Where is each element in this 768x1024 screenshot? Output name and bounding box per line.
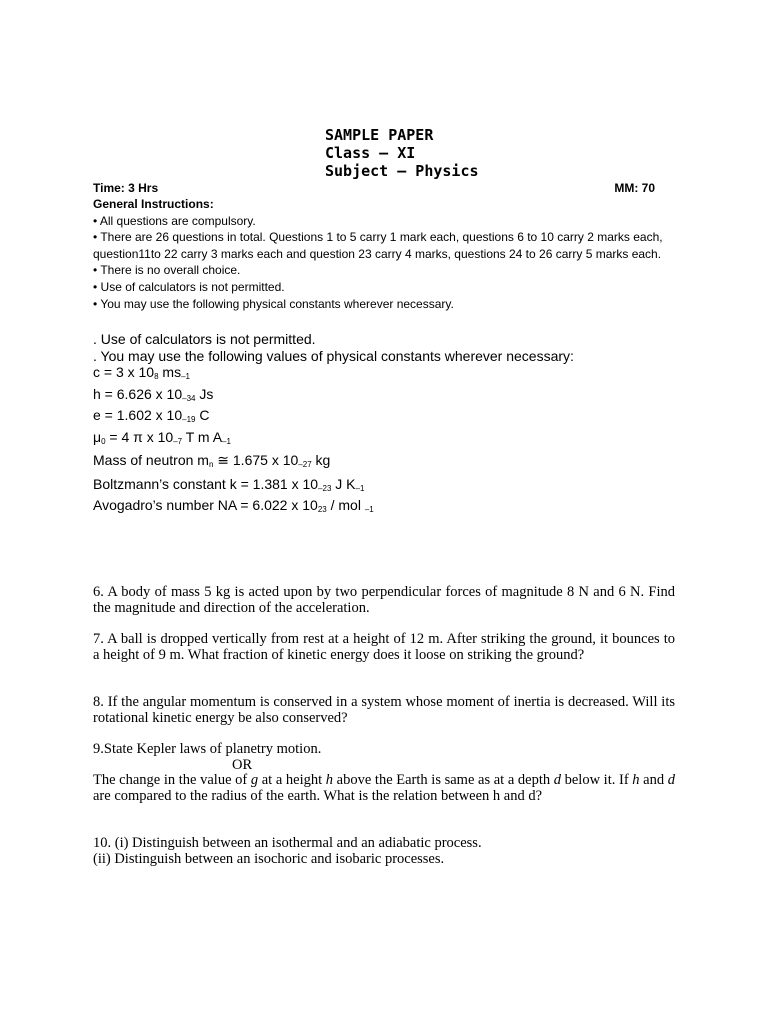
- question-10-part-ii: (ii) Distinguish between an isochoric and isobaric processes.: [93, 850, 445, 867]
- question-6: 6. A body of mass 5 kg is acted upon by two perpendicular forces of magnitude 8 N and 6 N. Find the magnitude and direction of the acceleration.: [93, 584, 675, 616]
- constant-neutron-mass: Mass of neutron $m_n$ ≅ 1.675 x $10_{-27}$ kg: [93, 452, 331, 469]
- instruction-item: • Use of calculators is not permitted.: [93, 279, 285, 294]
- constant-c: c = 3 x $10_8$ $ms_{-1}$: [93, 364, 191, 381]
- subject-line: Subject – Physics: [325, 162, 479, 180]
- constant-e: e = 1.602 x $10_{-19}$ C: [93, 407, 210, 424]
- question-9: [93, 742, 675, 804]
- class-line: Class – XI: [325, 144, 416, 162]
- max-marks-label: MM: 70: [614, 181, 655, 195]
- constant-boltzmann: Boltzmann’s constant k = 1.381 x $10_{-23}$ J $K_{-1}$: [93, 475, 365, 493]
- paper-header: [325, 126, 479, 180]
- instruction-item: • There are 26 questions in total. Questions 1 to 5 carry 1 mark each, questions 6 to 10 carry 2 marks each, question11to 22 carry 3 marks each and question 23 carry 4 marks, questions 24 to 26 carry 5 marks each.: [93, 230, 663, 261]
- paper-title: SAMPLE PAPER: [325, 126, 434, 144]
- constant-avogadro: Avogadro’s number NA = 6.022 x $10_{23}$ / mol $_{-1}$: [93, 497, 374, 514]
- instructions-block: [93, 196, 683, 312]
- question-8: 8. If the angular momentum is conserved in a system whose moment of inertia is decreased. Will its rotational kinetic energy be also conserved?: [93, 694, 675, 726]
- constants-block: [93, 331, 574, 519]
- constant-h: h = 6.626 x $10_{-34}$ Js: [93, 385, 214, 403]
- constant-mu0: $\mu_0 = 4$ π x $10_{-7}$ T m $A_{-1}$: [93, 428, 231, 446]
- question-9-alternative: The change in the value of g at a height h above the Earth is same as at a depth d below it. If h and d are compared to the radius of the earth. What is the relation between h and d?: [93, 772, 675, 804]
- or-separator: OR: [232, 756, 253, 773]
- question-10: [93, 836, 675, 867]
- time-label: Time: 3 Hrs: [93, 181, 159, 195]
- instruction-item: • You may use the following physical constants wherever necessary.: [93, 296, 454, 311]
- instruction-item: • All questions are compulsory.: [93, 213, 256, 228]
- question-7: 7. A ball is dropped vertically from rest at a height of 12 m. After striking the ground, it bounces to a height of 9 m. What fraction of kinetic energy does it loose on striking the ground?: [93, 631, 675, 663]
- instructions-heading: General Instructions:: [93, 197, 214, 211]
- note-line: . Use of calculators is not permitted.: [93, 331, 316, 347]
- note-line: . You may use the following values of physical constants wherever necessary:: [93, 347, 574, 364]
- question-10-part-i: 10. (i) Distinguish between an isothermal and an adiabatic process.: [93, 835, 482, 851]
- instruction-item: • There is no overall choice.: [93, 263, 241, 278]
- question-9-text: 9.State Kepler laws of planetry motion.: [93, 741, 322, 757]
- time-marks-row: [93, 180, 655, 196]
